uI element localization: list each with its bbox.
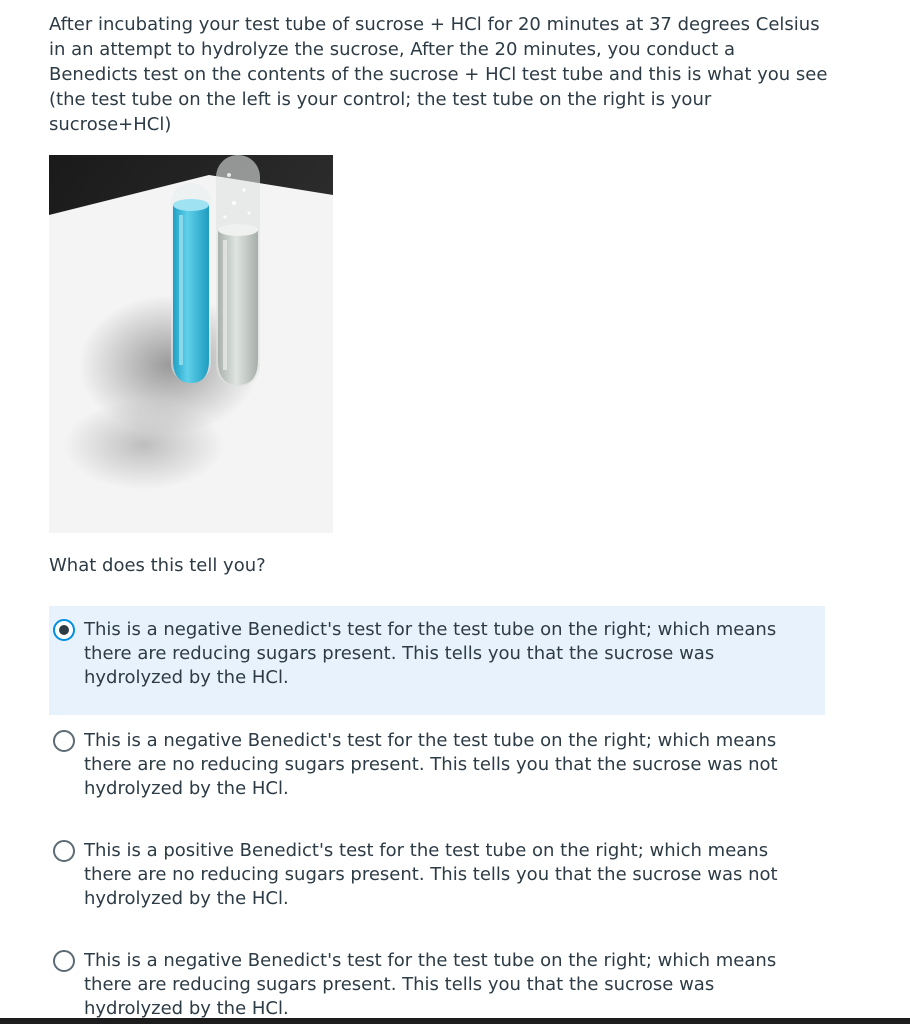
test-tubes-photo — [49, 155, 333, 533]
question-prompt: What does this tell you? — [49, 555, 266, 576]
radio-button[interactable] — [53, 840, 75, 862]
answer-option-3[interactable] — [49, 827, 825, 927]
answer-option-4[interactable] — [49, 937, 825, 1018]
question-text: After incubating your test tube of sucrose + HCl for 20 minutes at 37 degrees Celsius in an attempt to hydrolyze the sucrose, After the 20 minutes, you conduct a Benedicts test on the contents of the sucrose + HCl test tube and this is what you see (the test tube on the left is your control; the test tube on the right is your sucrose+HCl) — [49, 14, 828, 135]
answer-text: This is a positive Benedict's test for the test tube on the right; which means there are no reducing sugars present. This tells you that the sucrose was not hydrolyzed by the HCl. — [84, 840, 778, 909]
answer-text: This is a negative Benedict's test for the test tube on the right; which means there are reducing sugars present. This tells you that the sucrose was hydrolyzed by the HCl. — [84, 950, 777, 1018]
radio-button[interactable] — [53, 730, 75, 752]
radio-button-selected[interactable] — [53, 619, 75, 641]
radio-dot — [59, 625, 69, 635]
answer-option-1[interactable] — [49, 606, 825, 715]
answer-text: This is a negative Benedict's test for the test tube on the right; which means there are no reducing sugars present. This tells you that the sucrose was not hydrolyzed by the HCl. — [84, 730, 778, 799]
bottom-scroll-edge — [0, 1018, 910, 1024]
answer-option-2[interactable] — [49, 717, 825, 817]
radio-button[interactable] — [53, 950, 75, 972]
answer-text: This is a negative Benedict's test for the test tube on the right; which means there are reducing sugars present. This tells you that the sucrose was hydrolyzed by the HCl. — [84, 619, 777, 688]
